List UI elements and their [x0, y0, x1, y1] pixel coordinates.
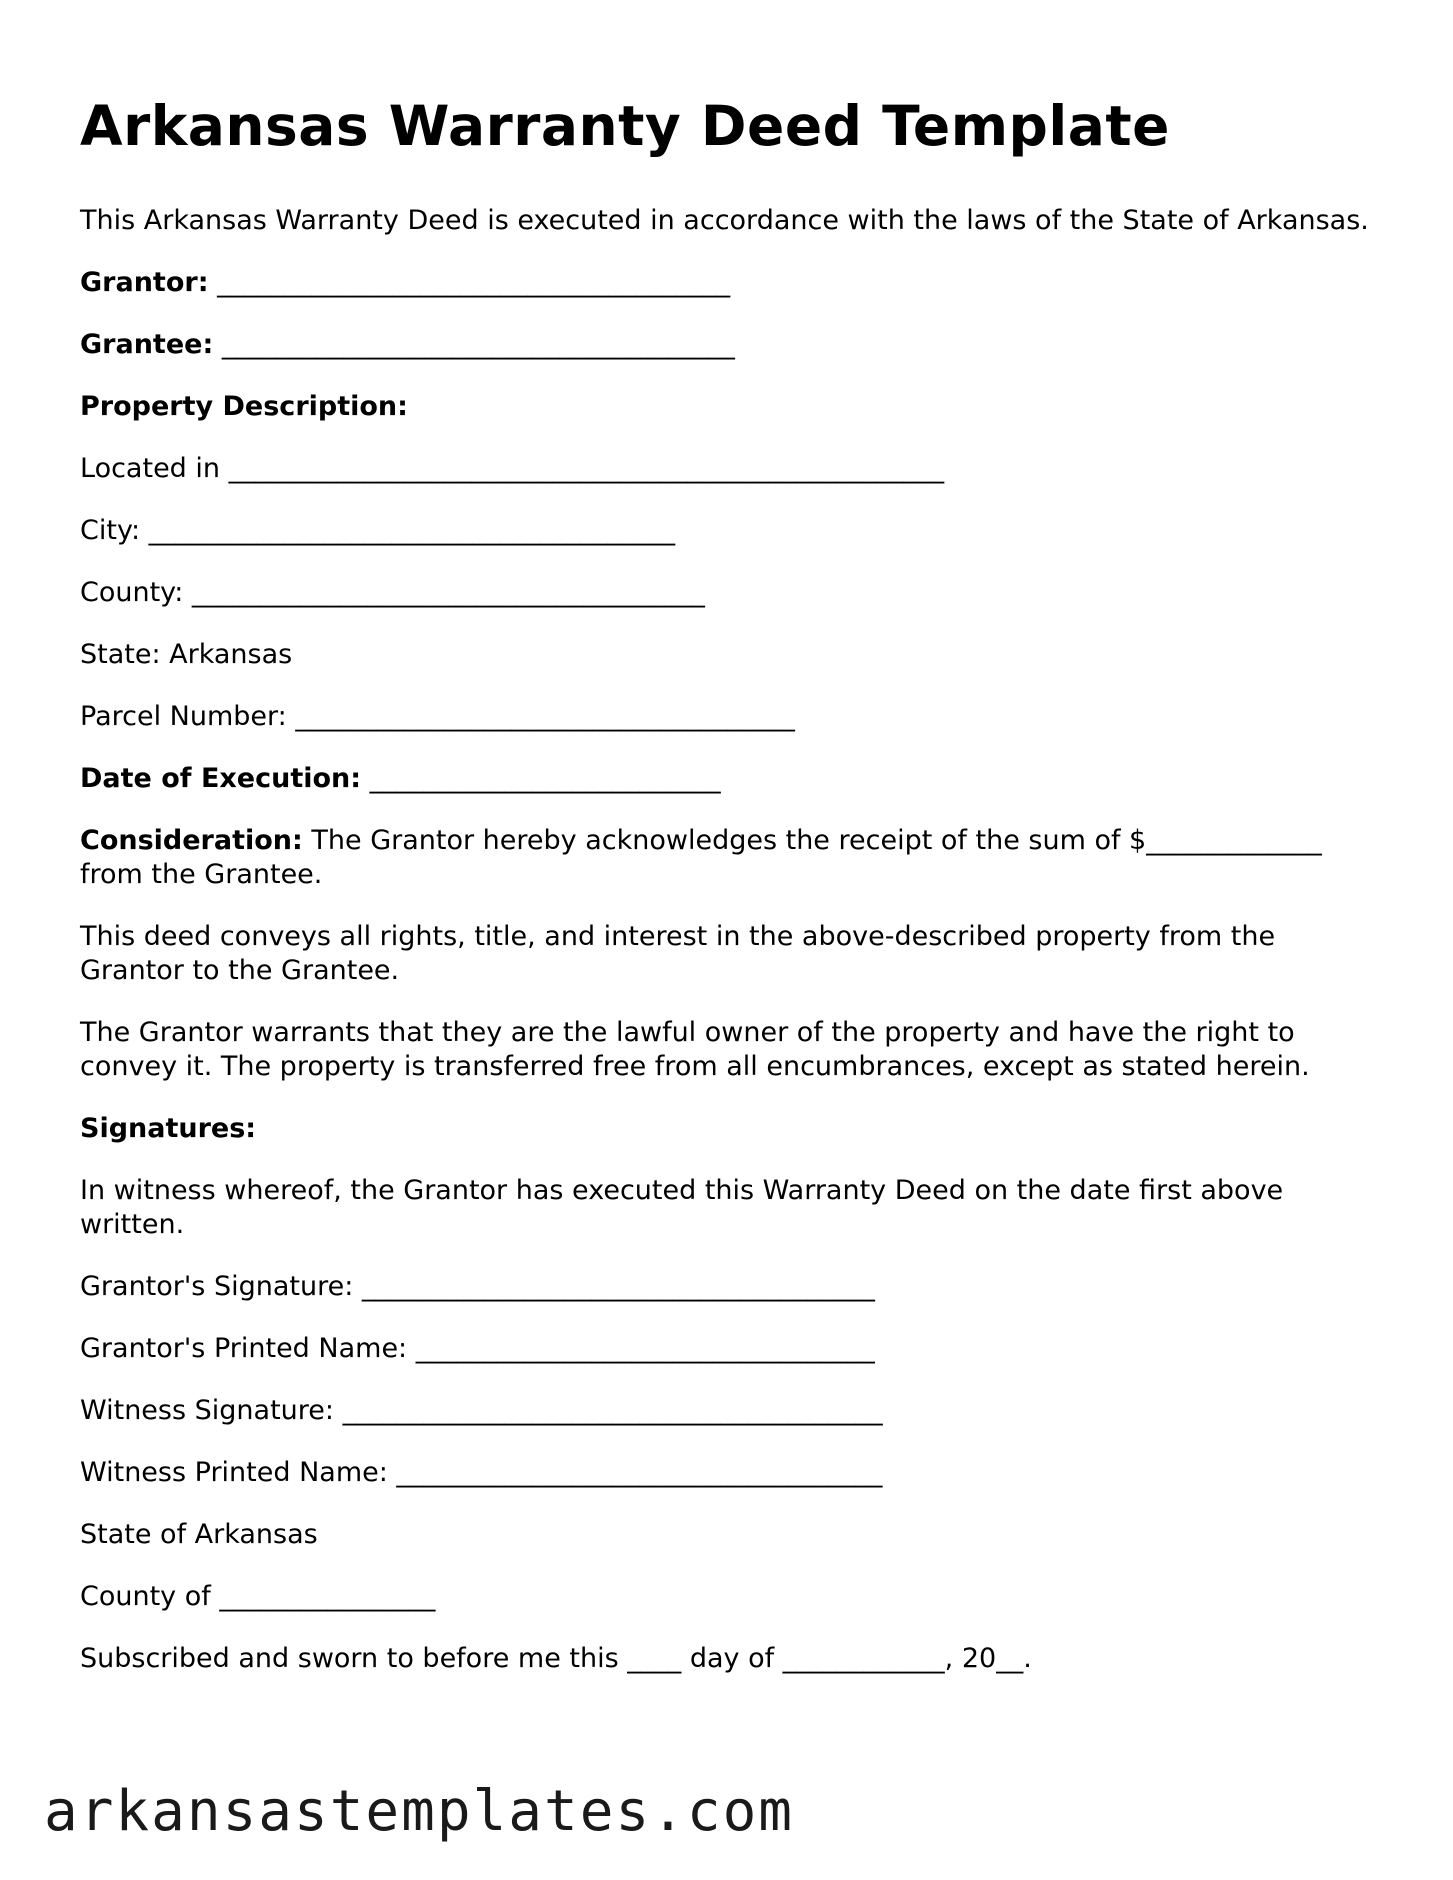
- warrants-paragraph: The Grantor warrants that they are the lawful owner of the property and have the right to convey it. The property is transferred free from all encumbrances, except as stated herein.: [80, 1016, 1310, 1082]
- witness-printed-name-line: Witness Printed Name: ____________________________________: [80, 1456, 883, 1488]
- located-in-line: Located in _____________________________________________________: [80, 452, 945, 484]
- grantor-blank: ______________________________________: [208, 266, 731, 298]
- date-of-execution-blank: __________________________: [361, 762, 721, 794]
- document-title: Arkansas Warranty Deed Template: [80, 94, 1170, 158]
- grantor-printed-name-line: Grantor's Printed Name: __________________________________: [80, 1332, 875, 1364]
- consideration-paragraph: [80, 824, 1380, 892]
- witness-signature-line: Witness Signature: ________________________________________: [80, 1394, 883, 1426]
- county-line: County: ______________________________________: [80, 576, 705, 608]
- intro-paragraph: This Arkansas Warranty Deed is executed in accordance with the laws of the State of Arkansas.: [80, 204, 1369, 236]
- grantor-signature-line: Grantor's Signature: ______________________________________: [80, 1270, 875, 1302]
- conveys-paragraph: This deed conveys all rights, title, and interest in the above-described property from the Grantor to the Grantee.: [80, 920, 1276, 986]
- property-description-heading: Property Description:: [80, 390, 408, 422]
- grantee-blank: ______________________________________: [213, 328, 735, 360]
- county-of-line: County of ________________: [80, 1580, 436, 1612]
- watermark-text: arkansastemplates.com: [44, 1779, 795, 1844]
- parcel-number-line: Parcel Number: _____________________________________: [80, 700, 795, 732]
- grantee-line: [80, 328, 1380, 362]
- state-line: State: Arkansas: [80, 638, 293, 670]
- grantee-label: Grantee:: [80, 328, 214, 360]
- city-line: City: _______________________________________: [80, 514, 676, 546]
- grantor-line: [80, 266, 1380, 300]
- subscribed-line: Subscribed and sworn to before me this ____ day of ____________, 20__.: [80, 1642, 1032, 1674]
- grantor-label: Grantor:: [80, 266, 209, 298]
- date-of-execution-line: [80, 762, 1380, 796]
- state-of-line: State of Arkansas: [80, 1518, 318, 1550]
- date-of-execution-label: Date of Execution:: [80, 762, 362, 794]
- document-page: [80, 96, 1380, 1704]
- signatures-heading: Signatures:: [80, 1112, 257, 1144]
- witness-whereof-paragraph: In witness whereof, the Grantor has executed this Warranty Deed on the date first above written.: [80, 1174, 1284, 1240]
- consideration-text: The Grantor hereby acknowledges the receipt of the sum of $_____________ from the Grantee.: [80, 824, 1322, 890]
- consideration-label: Consideration:: [80, 824, 303, 856]
